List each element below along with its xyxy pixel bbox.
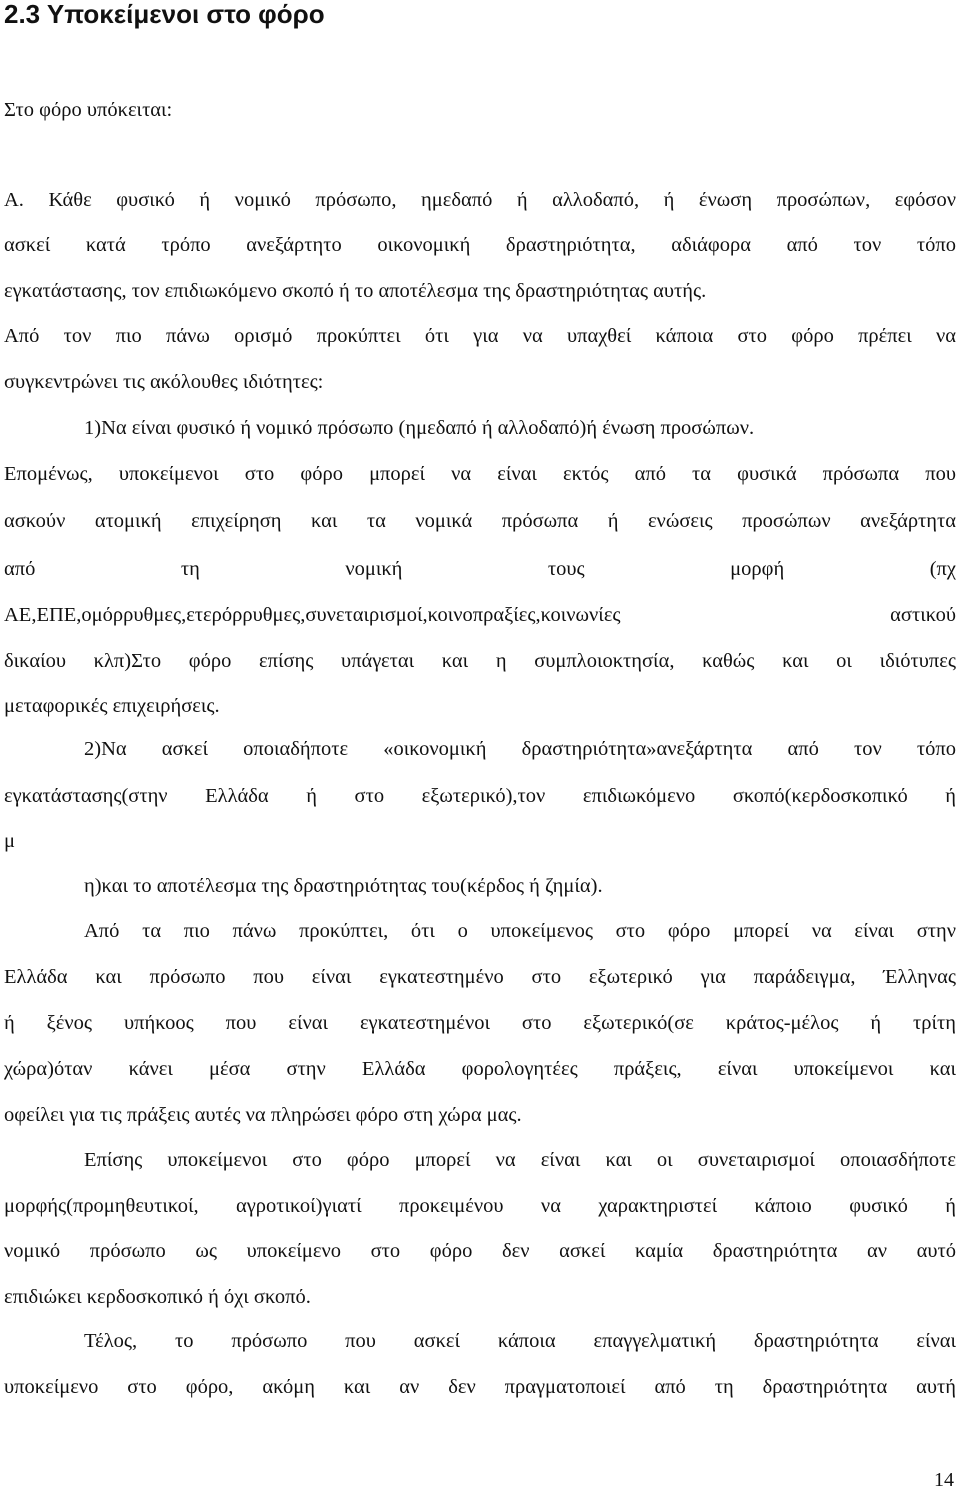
text-line: χώρα)όταν κάνει μέσα στην Ελλάδα φορολογητέες πράξεις, είναι υποκείμενοι και: [4, 1058, 956, 1080]
text-line: μ: [4, 830, 15, 852]
section-heading: 2.3 Υποκείμενοι στο φόρο: [4, 0, 325, 29]
text-line: ασκεί κατά τρόπο ανεξάρτητο οικονομική δραστηριότητα, αδιάφορα από τον τόπο: [4, 234, 956, 256]
text-line: Α. Κάθε φυσικό ή νομικό πρόσωπο, ημεδαπό ή αλλοδαπό, ή ένωση προσώπων, εφόσον: [4, 189, 956, 211]
text-line: νομικό πρόσωπο ως υποκείμενο στο φόρο δεν ασκεί καμία δραστηριότητα αν αυτό: [4, 1240, 956, 1262]
text-line: η)και το αποτέλεσμα της δραστηριότητας του(κέρδος ή ζημία).: [84, 875, 603, 897]
text-line: μεταφορικές επιχειρήσεις.: [4, 695, 220, 717]
text-line: ή ξένος υπήκοος που είναι εγκατεστημένοι στο εξωτερικό(σε κράτος-μέλος ή τρίτη: [4, 1012, 956, 1034]
text-line: μορφής(προμηθευτικοί, αγροτικοί)γιατί προκειμένου να χαρακτηριστεί κάποιο φυσικό ή: [4, 1195, 956, 1217]
page-number: 14: [934, 1469, 954, 1491]
text-line: Επομένως, υποκείμενοι στο φόρο μπορεί να είναι εκτός από τα φυσικά πρόσωπα που: [4, 463, 956, 485]
text-line: Από τα πιο πάνω προκύπτει, ότι ο υποκείμενος στο φόρο μπορεί να είναι στην: [84, 920, 956, 942]
text-line: επιδιώκει κερδοσκοπικό ή όχι σκοπό.: [4, 1286, 311, 1308]
text-line: συγκεντρώνει τις ακόλουθες ιδιότητες:: [4, 371, 324, 393]
text-line: Στο φόρο υπόκειται:: [4, 99, 173, 121]
text-line: οφείλει για τις πράξεις αυτές να πληρώσει φόρο στη χώρα μας.: [4, 1104, 522, 1126]
list-item: 2)Να ασκεί οποιαδήποτε «οικονομική δραστηριότητα»ανεξάρτητα από τον τόπο: [84, 738, 956, 760]
text-line: Επίσης υποκείμενοι στο φόρο μπορεί να είναι και οι συνεταιρισμοί οποιασδήποτε: [84, 1149, 956, 1171]
text-line: από τη νομική τους μορφή (πχ: [4, 558, 956, 580]
text-line: δικαίου κλπ)Στο φόρο επίσης υπάγεται και η συμπλοιοκτησία, καθώς και οι ιδιότυπες: [4, 650, 956, 672]
text-line: Τέλος, το πρόσωπο που ασκεί κάποια επαγγελματική δραστηριότητα είναι: [84, 1330, 956, 1352]
text-line: Από τον πιο πάνω ορισμό προκύπτει ότι για να υπαχθεί κάποια στο φόρο πρέπει να: [4, 325, 956, 347]
text-line: ασκούν ατομική επιχείρηση και τα νομικά πρόσωπα ή ενώσεις προσώπων ανεξάρτητα: [4, 510, 956, 532]
text-line: υποκείμενο στο φόρο, ακόμη και αν δεν πραγματοποιεί από τη δραστηριότητα αυτή: [4, 1376, 956, 1398]
text-line: ΑΕ,ΕΠΕ,ομόρρυθμες,ετερόρρυθμες,συνεταιρισμοί,κοινοπραξίες,κοινωνίες αστικού: [4, 604, 956, 626]
text-line: εγκατάστασης, τον επιδιωκόμενο σκοπό ή το αποτέλεσμα της δραστηριότητας αυτής.: [4, 280, 707, 302]
list-item: 1)Να είναι φυσικό ή νομικό πρόσωπο (ημεδαπό ή αλλοδαπό)ή ένωση προσώπων.: [84, 417, 755, 439]
text-line: Ελλάδα και πρόσωπο που είναι εγκατεστημένο στο εξωτερικό για παράδειγμα, Έλληνας: [4, 966, 956, 988]
text-line: εγκατάστασης(στην Ελλάδα ή στο εξωτερικό),τον επιδιωκόμενο σκοπό(κερδοσκοπικό ή: [4, 785, 956, 807]
